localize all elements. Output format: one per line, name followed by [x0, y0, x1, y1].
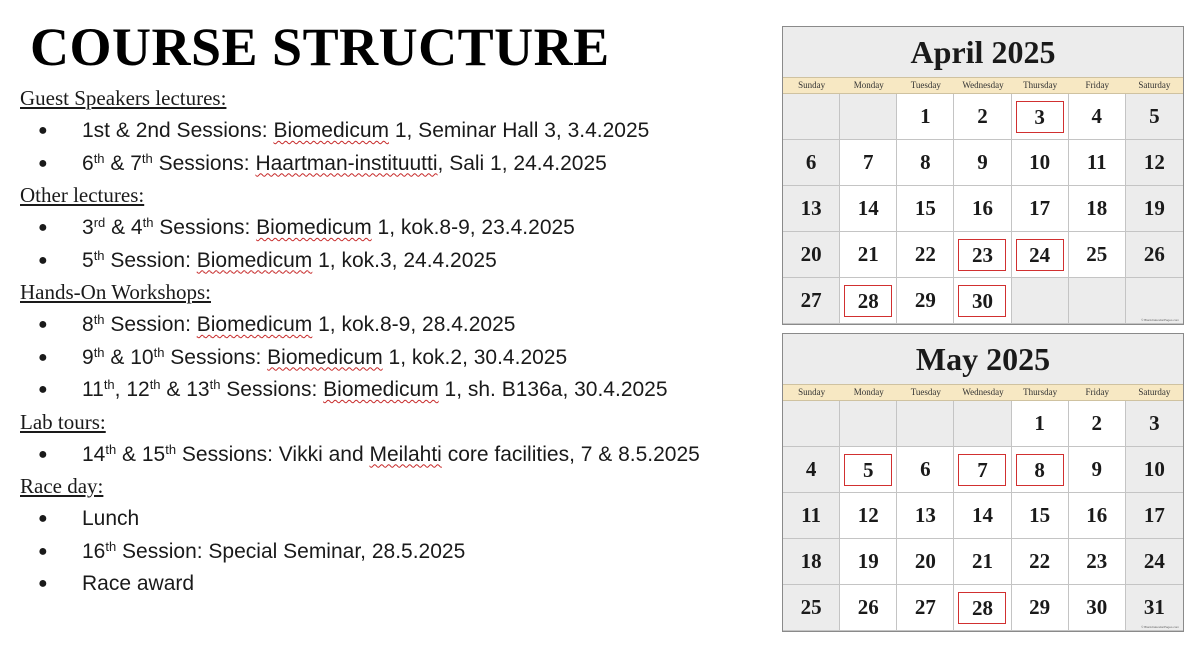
- day-number: 17: [1029, 196, 1051, 220]
- day-number: 31: [1143, 595, 1165, 619]
- day-number: 29: [914, 288, 936, 312]
- calendar-day: [783, 493, 840, 539]
- item-text: 16: [82, 539, 106, 563]
- calendar-day: [897, 278, 954, 324]
- weekday-header: [783, 77, 1183, 94]
- session-list: [20, 84, 770, 602]
- venue-name: Biomedicum: [323, 378, 439, 401]
- weekday-label: Friday: [1085, 80, 1110, 90]
- ordinal-suffix: th: [93, 312, 105, 327]
- bullet-icon: ●: [38, 154, 48, 172]
- day-number: 3: [1149, 411, 1160, 435]
- calendar-title: May 2025: [915, 341, 1051, 377]
- day-number: 19: [1143, 196, 1165, 220]
- calendar-day: [954, 186, 1011, 232]
- day-number: 21: [971, 549, 993, 573]
- venue-name: Biomedicum: [256, 216, 372, 239]
- calendar-day: [1126, 232, 1183, 278]
- calendar-day-highlighted: [840, 278, 897, 324]
- calendar-day: [897, 186, 954, 232]
- list-item: [20, 504, 770, 537]
- calendar-day: [840, 140, 897, 186]
- venue-name: Haartman-instituutti: [255, 151, 438, 175]
- day-number: 23: [959, 240, 1005, 270]
- day-number: 22: [1029, 549, 1051, 573]
- calendar-day: [1126, 401, 1183, 447]
- day-number: 1: [920, 104, 931, 128]
- weekday-label: Saturday: [1138, 387, 1171, 397]
- list-item: [20, 149, 770, 182]
- item-text: & 4: [105, 216, 143, 239]
- venue-name: Biomedicum: [267, 345, 383, 369]
- calendar-day: [1069, 539, 1126, 585]
- ordinal-suffix: th: [93, 344, 105, 360]
- bullet-icon: ●: [38, 316, 48, 333]
- calendar-day: [840, 493, 897, 539]
- day-number: 13: [800, 196, 822, 220]
- calendar-day: [1126, 493, 1183, 539]
- list-item: [20, 569, 770, 602]
- weekday-label: Wednesday: [962, 80, 1004, 90]
- item-text: 1, Seminar Hall 3, 3.4.2025: [389, 119, 650, 142]
- calendar-day: [1069, 278, 1126, 324]
- bullet-icon: ●: [38, 122, 48, 139]
- calendar-day: [1126, 539, 1183, 585]
- ordinal-suffix: th: [142, 215, 154, 230]
- calendar-day: [840, 232, 897, 278]
- item-text: 1, kok.3, 24.4.2025: [312, 248, 497, 272]
- calendar-day: [840, 94, 897, 140]
- item-text: core facilities, 7 & 8.5.2025: [441, 442, 700, 466]
- bullet-icon: ●: [38, 510, 48, 527]
- day-number: 8: [920, 150, 931, 174]
- day-number: 20: [914, 549, 936, 573]
- calendar-grid: [783, 94, 1183, 324]
- weekday-label: Monday: [853, 387, 884, 397]
- day-number: 12: [1143, 150, 1165, 174]
- item-text: 1, kok.8-9, 28.4.2025: [312, 313, 516, 336]
- day-number: 2: [1091, 411, 1103, 435]
- day-number: 18: [1086, 196, 1108, 220]
- day-number: 6: [920, 457, 931, 481]
- calendar-day-highlighted: [1012, 447, 1069, 493]
- day-number: 15: [914, 196, 936, 220]
- calendar-day: [1069, 94, 1126, 140]
- item-text: 6: [82, 151, 94, 175]
- item-text: 11: [82, 378, 104, 401]
- item-text: 1, kok.2, 30.4.2025: [382, 345, 568, 369]
- bullet-icon: ●: [38, 542, 48, 560]
- calendar-day: [1126, 186, 1183, 232]
- day-number: 9: [1091, 457, 1103, 481]
- item-text: , Sali 1, 24.4.2025: [437, 151, 607, 175]
- day-number: 26: [857, 595, 879, 619]
- day-number: 7: [959, 455, 1005, 485]
- ordinal-suffix: th: [93, 150, 105, 166]
- calendar-day: [1012, 493, 1069, 539]
- calendar-day: [897, 447, 954, 493]
- day-number: 29: [1029, 595, 1051, 619]
- calendar-title: April 2025: [910, 34, 1056, 70]
- calendar-day: [954, 539, 1011, 585]
- item-text: 1, kok.8-9, 23.4.2025: [371, 216, 575, 239]
- day-number: 12: [857, 503, 879, 527]
- item-text: 1, sh. B136a, 30.4.2025: [438, 378, 668, 401]
- item-text: Sessions:: [164, 345, 268, 369]
- day-number: 10: [1029, 150, 1051, 174]
- page-title: COURSE STRUCTURE: [30, 17, 610, 77]
- list-item: [20, 343, 770, 376]
- calendar-day: [783, 539, 840, 585]
- day-number: 30: [1086, 595, 1108, 619]
- item-text: Race award: [82, 572, 195, 595]
- bullet-icon: ●: [38, 251, 48, 269]
- item-text: 1st & 2nd Sessions:: [82, 119, 274, 142]
- item-text: Sessions:: [220, 378, 324, 401]
- item-text: Session: Special Seminar, 28.5.2025: [116, 539, 466, 563]
- calendar-day: [954, 493, 1011, 539]
- calendar-day: [783, 278, 840, 324]
- weekday-label: Tuesday: [910, 80, 941, 90]
- ordinal-suffix: th: [149, 377, 161, 392]
- section-heading: Other lectures:: [20, 183, 145, 207]
- item-text: & 15: [116, 442, 166, 466]
- weekday-label: Friday: [1085, 387, 1110, 397]
- calendar-credit: © BlankCalendarPages.com: [1141, 318, 1179, 322]
- calendar-day: [897, 539, 954, 585]
- venue-name: Meilahti: [369, 442, 442, 466]
- list-item: [20, 310, 770, 343]
- calendar-day: [783, 140, 840, 186]
- day-number: 10: [1143, 457, 1165, 481]
- day-number: 1: [1034, 411, 1045, 435]
- calendar-day: [1012, 140, 1069, 186]
- calendar-day: [897, 585, 954, 631]
- item-text: Session:: [104, 248, 197, 272]
- calendar-day: [783, 585, 840, 631]
- ordinal-suffix: th: [153, 344, 165, 360]
- day-number: 28: [845, 286, 891, 316]
- day-number: 4: [1091, 104, 1103, 128]
- calendar-day: [1069, 232, 1126, 278]
- day-number: 14: [857, 196, 879, 220]
- ordinal-suffix: th: [103, 377, 115, 392]
- calendar-day: [1012, 186, 1069, 232]
- list-item: [20, 116, 770, 149]
- calendar-day: [954, 401, 1011, 447]
- calendar-day: [897, 493, 954, 539]
- day-number: 5: [1149, 104, 1160, 128]
- calendar-day: [783, 186, 840, 232]
- bullet-icon: ●: [38, 381, 48, 398]
- calendar-day: [840, 401, 897, 447]
- calendar-day: [897, 94, 954, 140]
- ordinal-suffix: th: [105, 441, 117, 457]
- calendar-april: [782, 26, 1184, 325]
- day-number: 19: [857, 549, 879, 573]
- calendar-day-highlighted: [840, 447, 897, 493]
- day-number: 22: [914, 242, 936, 266]
- day-number: 5: [845, 455, 891, 485]
- calendar-day: [897, 401, 954, 447]
- venue-name: Biomedicum: [196, 313, 313, 336]
- calendar-day: [1069, 585, 1126, 631]
- calendar-day-highlighted: [954, 278, 1011, 324]
- item-text: Lunch: [82, 507, 140, 530]
- calendar-day: [954, 140, 1011, 186]
- calendar-day: [783, 401, 840, 447]
- section-heading: Race day:: [20, 474, 104, 498]
- day-number: 3: [1017, 102, 1063, 132]
- day-number: 24: [1017, 240, 1063, 270]
- day-number: 17: [1143, 503, 1165, 527]
- weekday-label: Saturday: [1138, 80, 1171, 90]
- day-number: 4: [805, 457, 817, 481]
- day-number: 16: [971, 196, 993, 220]
- item-text: 9: [82, 345, 94, 369]
- day-number: 27: [914, 595, 936, 619]
- day-number: 27: [800, 288, 822, 312]
- calendar-day: [1012, 278, 1069, 324]
- ordinal-suffix: th: [209, 377, 221, 392]
- calendar-day: [897, 232, 954, 278]
- weekday-label: Thursday: [1023, 387, 1058, 397]
- calendar-day: [1069, 140, 1126, 186]
- calendar-day-highlighted: [1012, 232, 1069, 278]
- ordinal-suffix: th: [105, 538, 117, 554]
- calendar-day: [1069, 186, 1126, 232]
- calendar-day-highlighted: [954, 447, 1011, 493]
- venue-name: Biomedicum: [273, 119, 389, 142]
- bullet-icon: ●: [38, 445, 48, 463]
- calendar-day: [1126, 140, 1183, 186]
- day-number: 13: [914, 503, 936, 527]
- day-number: 2: [977, 104, 988, 128]
- item-text: 14: [82, 442, 106, 466]
- weekday-label: Monday: [853, 80, 884, 90]
- ordinal-suffix: th: [165, 441, 177, 457]
- calendar-day: [840, 539, 897, 585]
- item-text: & 7: [104, 151, 142, 175]
- day-number: 8: [1017, 455, 1063, 485]
- item-text: Sessions: Vikki and: [176, 442, 370, 466]
- calendar-day-highlighted: [954, 585, 1011, 631]
- day-number: 25: [800, 595, 822, 619]
- calendar-day-highlighted: [954, 232, 1011, 278]
- calendar-day: [1012, 401, 1069, 447]
- item-text: Sessions:: [152, 151, 256, 175]
- day-number: 21: [857, 242, 879, 266]
- item-text: Sessions:: [153, 216, 257, 239]
- weekday-label: Sunday: [798, 80, 826, 90]
- list-item: [20, 537, 770, 570]
- calendar-day: [1069, 401, 1126, 447]
- day-number: 30: [959, 286, 1005, 316]
- calendar-credit: © BlankCalendarPages.com: [1141, 625, 1179, 629]
- calendar-may: [782, 333, 1184, 632]
- calendar-day: [840, 585, 897, 631]
- section-heading: Hands-On Workshops:: [20, 280, 211, 304]
- item-text: 5: [82, 248, 94, 272]
- weekday-label: Sunday: [798, 387, 826, 397]
- list-item: [20, 375, 770, 408]
- calendar-day: [1069, 447, 1126, 493]
- calendar-day: [954, 94, 1011, 140]
- calendar-day: [783, 232, 840, 278]
- day-number: 6: [805, 150, 817, 174]
- list-item: [20, 246, 770, 279]
- ordinal-suffix: th: [141, 150, 153, 166]
- day-number: 11: [1086, 150, 1107, 174]
- item-text: 8: [82, 313, 94, 336]
- item-text: , 12: [114, 378, 150, 401]
- day-number: 18: [800, 549, 822, 573]
- weekday-label: Thursday: [1023, 80, 1058, 90]
- day-number: 15: [1029, 503, 1051, 527]
- bullet-icon: ●: [38, 219, 48, 236]
- weekday-label: Wednesday: [962, 387, 1004, 397]
- day-number: 25: [1086, 242, 1108, 266]
- calendar-day: [783, 94, 840, 140]
- calendar-day: [840, 186, 897, 232]
- calendar-day-highlighted: [1012, 94, 1069, 140]
- day-number: 20: [800, 242, 822, 266]
- calendar-day: [897, 140, 954, 186]
- item-text: & 13: [160, 378, 210, 401]
- calendar-day: [1126, 447, 1183, 493]
- day-number: 16: [1086, 503, 1108, 527]
- calendar-day: [1126, 94, 1183, 140]
- weekday-header: [783, 384, 1183, 401]
- item-text: 3: [82, 216, 94, 239]
- day-number: 11: [801, 503, 821, 527]
- section-heading: Guest Speakers lectures:: [20, 86, 227, 110]
- day-number: 14: [971, 503, 993, 527]
- list-item: [20, 440, 770, 473]
- calendar-grid: [783, 401, 1183, 631]
- weekday-label: Tuesday: [910, 387, 941, 397]
- bullet-icon: ●: [38, 575, 48, 592]
- bullet-icon: ●: [38, 348, 48, 366]
- calendar-day: [1069, 493, 1126, 539]
- item-text: & 10: [104, 345, 154, 369]
- ordinal-suffix: rd: [93, 215, 106, 230]
- calendar-day: [1012, 539, 1069, 585]
- calendar-day: [1012, 585, 1069, 631]
- day-number: 24: [1143, 549, 1165, 573]
- day-number: 28: [959, 593, 1005, 623]
- ordinal-suffix: th: [93, 247, 105, 263]
- list-item: [20, 213, 770, 246]
- item-text: Session:: [104, 313, 197, 336]
- venue-name: Biomedicum: [196, 248, 313, 272]
- day-number: 9: [977, 150, 988, 174]
- calendar-day: [783, 447, 840, 493]
- day-number: 23: [1086, 549, 1108, 573]
- section-heading: Lab tours:: [20, 409, 106, 434]
- day-number: 26: [1143, 242, 1165, 266]
- day-number: 7: [862, 150, 874, 174]
